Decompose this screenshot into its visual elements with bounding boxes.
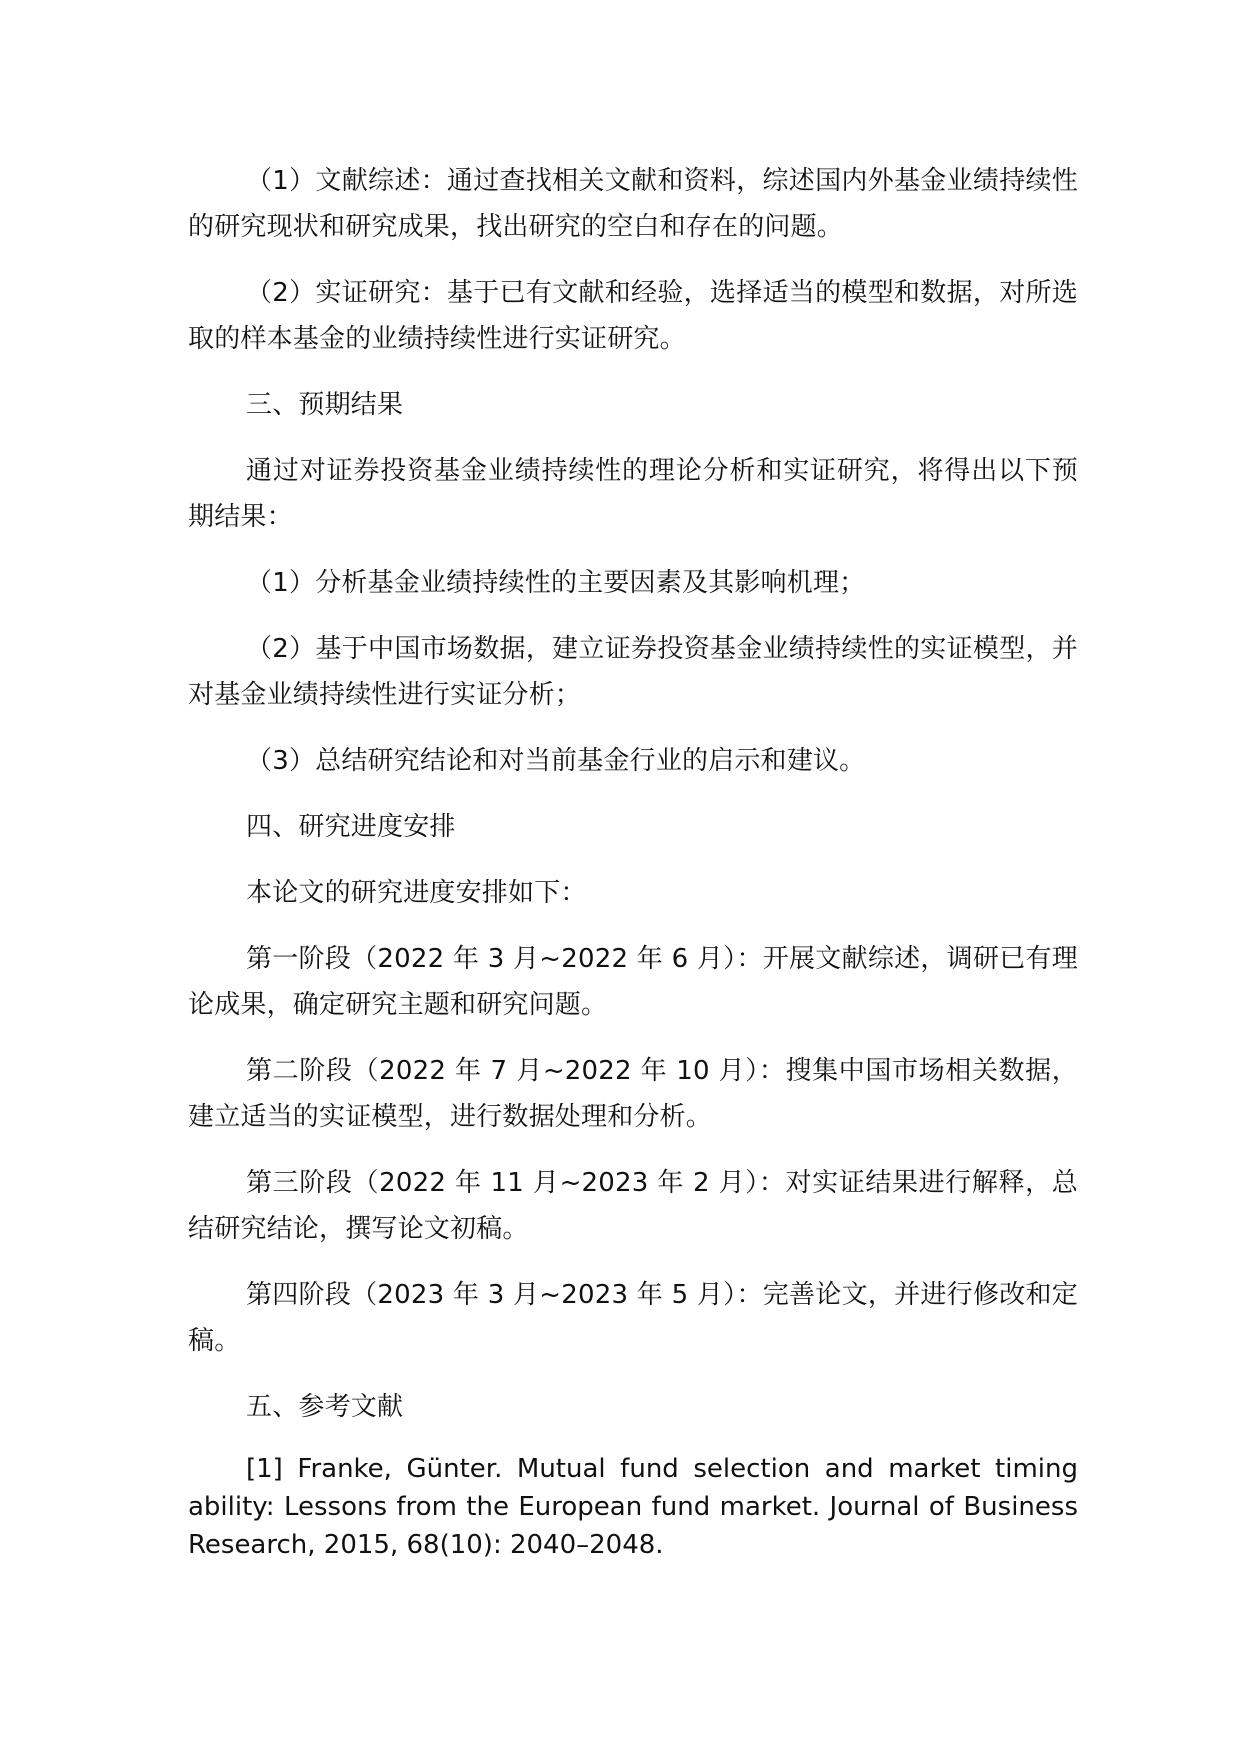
schedule-intro: 本论文的研究进度安排如下： xyxy=(246,878,587,908)
schedule-stage-3: 第三阶段（2022 年 11 月~2023 年 2 月）：对实证结果进行解释，总结研究结论，撰写论文初稿。 xyxy=(188,1168,1078,1244)
method-literature-review: （1）文献综述：通过查找相关文献和资料，综述国内外基金业绩持续性的研究现状和研究成果，找出研究的空白和存在的问题。 xyxy=(188,166,1078,242)
section-heading-references: 五、参考文献 xyxy=(246,1392,404,1422)
section-heading-schedule: 四、研究进度安排 xyxy=(246,812,456,842)
method-empirical-research: （2）实证研究：基于已有文献和经验，选择适当的模型和数据，对所选取的样本基金的业绩持续性进行实证研究。 xyxy=(188,278,1078,354)
reference-item-1: [1] Franke, Günter. Mutual fund selection and market timing ability: Lessons from the European fund market. Journal of Business Research, 2015, 68(10): 2040–2048. xyxy=(188,1454,1078,1560)
section-heading-expected-results: 三、预期结果 xyxy=(246,390,404,420)
schedule-stage-2: 第二阶段（2022 年 7 月~2022 年 10 月）：搜集中国市场相关数据，建立适当的实证模型，进行数据处理和分析。 xyxy=(188,1056,1078,1132)
schedule-stage-4: 第四阶段（2023 年 3 月~2023 年 5 月）：完善论文，并进行修改和定稿。 xyxy=(188,1280,1078,1356)
document-body xyxy=(188,158,1078,1584)
schedule-stage-1: 第一阶段（2022 年 3 月~2022 年 6 月）：开展文献综述，调研已有理论成果，确定研究主题和研究问题。 xyxy=(188,944,1078,1020)
expected-result-item-1: （1）分析基金业绩持续性的主要因素及其影响机理； xyxy=(246,568,866,598)
expected-result-item-3: （3）总结研究结论和对当前基金行业的启示和建议。 xyxy=(246,746,866,776)
expected-result-item-2: （2）基于中国市场数据，建立证券投资基金业绩持续性的实证模型，并对基金业绩持续性进行实证分析； xyxy=(188,634,1078,710)
expected-results-intro: 通过对证券投资基金业绩持续性的理论分析和实证研究，将得出以下预期结果： xyxy=(188,456,1078,532)
